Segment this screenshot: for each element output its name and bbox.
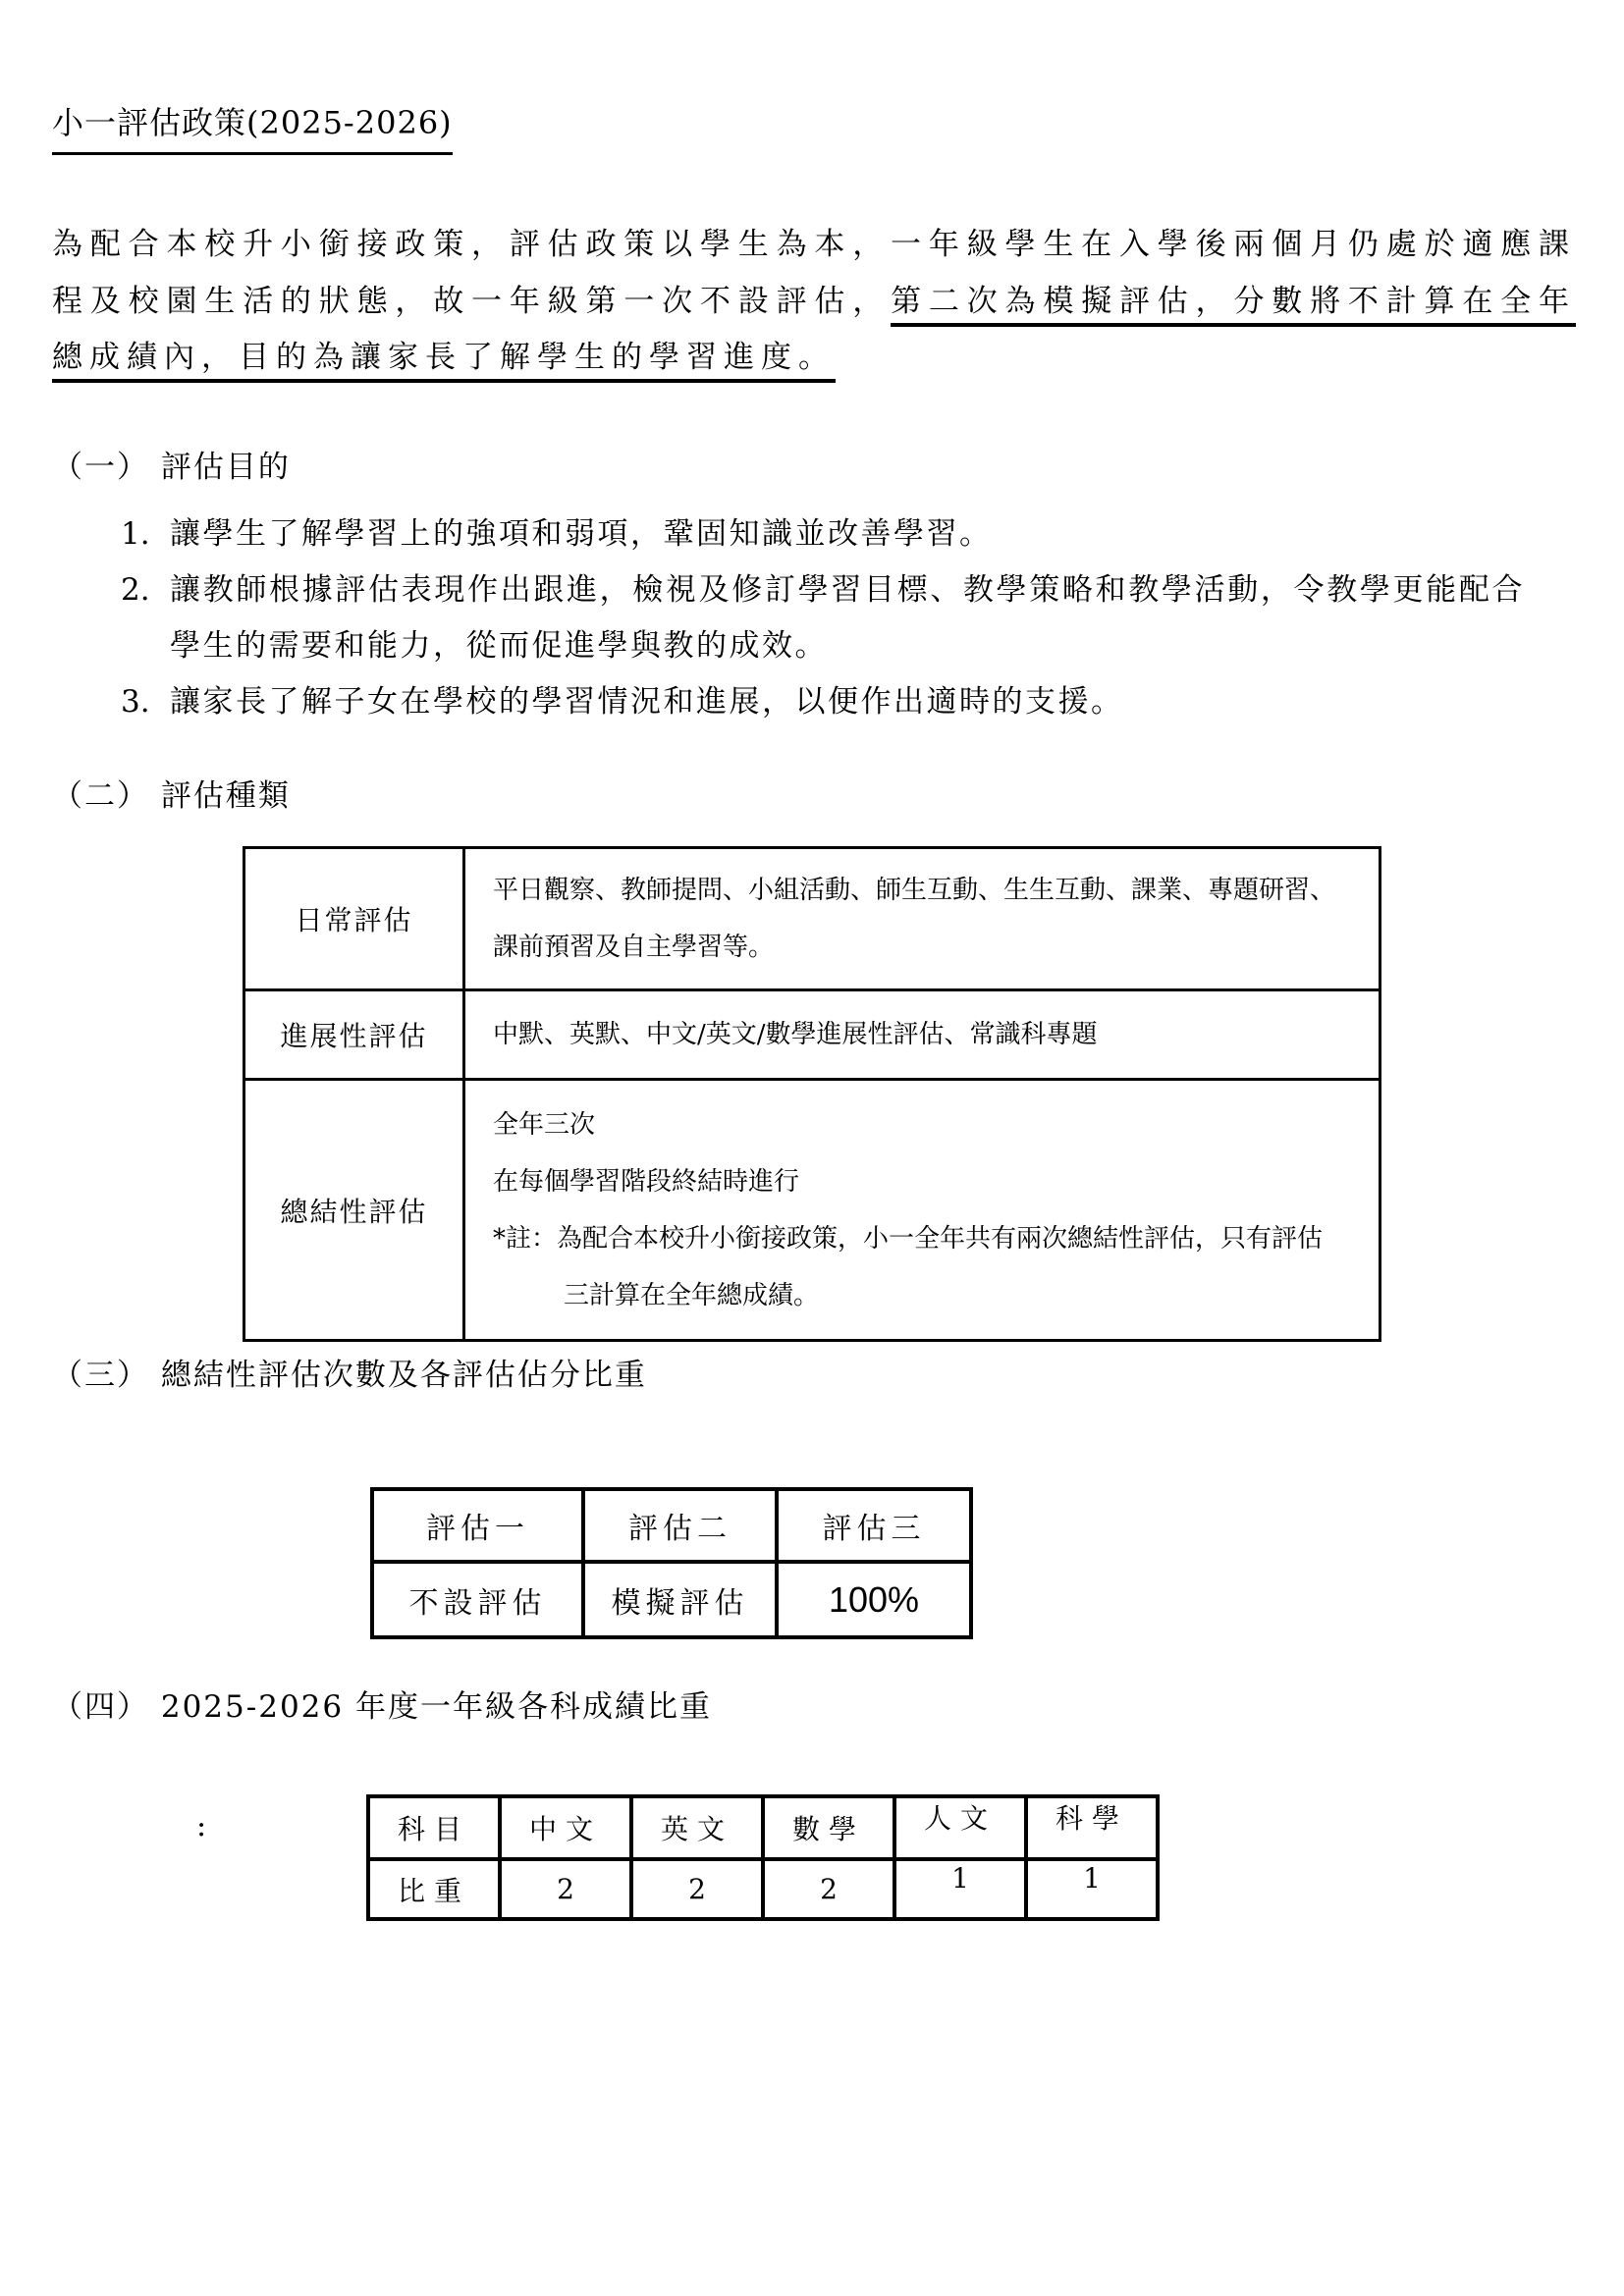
list-item: [121, 562, 1525, 674]
assessment-types-table: [243, 846, 1381, 1342]
cell-line: 全年三次: [493, 1109, 596, 1140]
table-row: [372, 1562, 971, 1637]
table-cell: 1: [894, 1859, 1026, 1919]
row-label-cell: 進展性評估: [244, 990, 464, 1080]
header-cell: 評估一: [372, 1489, 583, 1562]
assessment-purpose-list: [121, 507, 1525, 730]
row-label-cell: 日常評估: [244, 848, 464, 990]
page-title: 小一評估政策(2025-2026): [52, 98, 453, 155]
table-row: [244, 990, 1380, 1080]
header-cell: 英文: [631, 1796, 763, 1859]
header-cell: 科學: [1026, 1796, 1158, 1859]
intro-text-underlined: 第二次為模擬評估，分數將不計算在全年總成績內，目的為讓家長了解學生的學習進度。: [52, 283, 1577, 375]
list-item-text: 讓家長了解子女在學校的學習情況和進展，以便作出適時的支援。: [170, 684, 1124, 720]
intro-paragraph: [52, 217, 1576, 387]
header-cell: 人文: [894, 1796, 1026, 1859]
cell-line: 平日觀察、教師提問、小組活動、師生互動、生生互動、課業、專題研習、: [493, 876, 1336, 905]
section3-heading: （三） 總結性評估次數及各評估佔分比重: [52, 1358, 647, 1393]
cell-line: 三計算在全年總成績。: [564, 1280, 820, 1310]
row-content-cell: [464, 1080, 1380, 1341]
subject-weighting-table: [366, 1794, 1160, 1921]
header-cell: 評估二: [583, 1489, 777, 1562]
table-row: [244, 848, 1380, 990]
intro-text: 為配合本校升小銜接政策，評估政策以學生為本，一年級學生在入學後兩個月仍處於適應課程及校園生活的狀態，故一年級第一次不設評估，: [52, 227, 1576, 319]
list-item-number: 3.: [121, 684, 150, 720]
table-cell: 2: [631, 1859, 763, 1919]
row-content-cell: [464, 848, 1380, 990]
header-cell: 數學: [763, 1796, 894, 1859]
section4-heading: （四） 2025-2026 年度一年級各科成績比重: [52, 1689, 712, 1725]
table-cell: 2: [500, 1859, 631, 1919]
cell-line: *註：為配合本校升小銜接政策，小一全年共有兩次總結性評估，只有評估: [493, 1223, 1324, 1254]
section2-heading: （二） 評估種類: [52, 778, 291, 814]
table-cell: 100%: [777, 1562, 971, 1637]
table-cell: 不設評估: [372, 1562, 583, 1637]
table-cell: 比重: [368, 1859, 500, 1919]
table-header-row: [372, 1489, 971, 1562]
table-cell: 2: [763, 1859, 894, 1919]
section1-heading: （一） 評估目的: [52, 450, 291, 485]
header-cell: 中文: [500, 1796, 631, 1859]
table-header-row: [368, 1796, 1158, 1859]
list-item-text: 讓學生了解學習上的強項和弱項，鞏固知識並改善學習。: [170, 516, 993, 552]
list-item: [121, 674, 1525, 730]
list-item: [121, 507, 1525, 562]
cell-line: 課前預習及自主學習等。: [493, 933, 775, 962]
cell-line: 在每個學習階段終結時進行: [493, 1166, 800, 1197]
table-row: [244, 1080, 1380, 1341]
table-cell: 1: [1026, 1859, 1158, 1919]
table-cell: 模擬評估: [583, 1562, 777, 1637]
row-label-cell: 總結性評估: [244, 1080, 464, 1341]
list-item-text: 讓教師根據評估表現作出跟進，檢視及修訂學習目標、教學策略和教學活動，令教學更能配合學生的需要和能力，從而促進學與教的成效。: [170, 572, 1525, 664]
list-item-number: 1.: [121, 516, 150, 552]
row-content-cell: [464, 990, 1380, 1080]
list-item-number: 2.: [121, 572, 150, 608]
stray-colon: :: [196, 1809, 207, 1843]
cell-line: 中默、英默、中文/英文/數學進展性評估、常識科專題: [493, 1020, 1098, 1049]
header-cell: 科目: [368, 1796, 500, 1859]
header-cell: 評估三: [777, 1489, 971, 1562]
table-row: [368, 1859, 1158, 1919]
assessment-weighting-table: [370, 1487, 973, 1639]
